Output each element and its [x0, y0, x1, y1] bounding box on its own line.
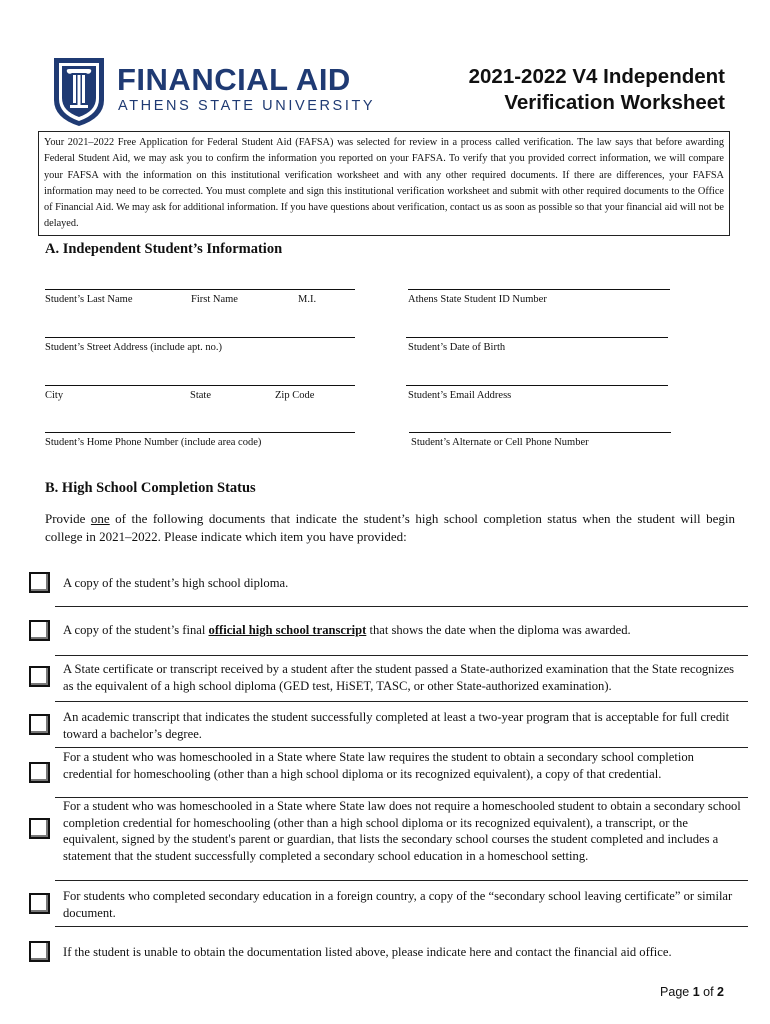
page-current: 1	[692, 985, 700, 999]
academic-transcript-checkbox[interactable]	[29, 714, 50, 735]
date-of-birth-field-line[interactable]	[406, 337, 668, 338]
option-divider	[55, 747, 748, 748]
option-transcript-text: A copy of the student’s final	[63, 623, 209, 637]
option-divider	[55, 880, 748, 881]
instructions-text: of the following documents that indicate the student’s high school completion status when the student will begin college in 2021–2022. Please indicate which item you have provided:	[45, 511, 735, 544]
option-divider	[55, 655, 748, 656]
option-unable-to-obtain: If the student is unable to obtain the documentation listed above, please indicate here and contact the financial aid office.	[63, 945, 672, 959]
section-b-instructions	[45, 510, 735, 546]
page-of: of	[699, 985, 718, 999]
email-label: Student’s Email Address	[408, 390, 512, 401]
date-of-birth-label: Student’s Date of Birth	[408, 342, 506, 353]
option-diploma: A copy of the student’s high school diploma.	[63, 576, 289, 590]
diploma-checkbox[interactable]	[29, 572, 50, 593]
middle-initial-label: M.I.	[298, 294, 317, 305]
option-transcript-text-end: that shows the date when the diploma was awarded.	[366, 623, 631, 637]
homeschool-transcript-checkbox[interactable]	[29, 818, 50, 839]
option-homeschool-credential: For a student who was homeschooled in a State where State law requires the student to obtain a secondary school completion credential for homeschooling (other than a high school diploma or its recognized equivalent), a copy of that credential.	[63, 750, 694, 781]
document-title-line-1: 2021-2022 V4 Independent	[468, 65, 725, 88]
page-word: Page	[660, 985, 693, 999]
document-title-line-2: Verification Worksheet	[504, 91, 725, 114]
student-id-field-line[interactable]	[408, 289, 670, 290]
instructions-emphasis: one	[90, 511, 110, 526]
home-phone-label: Student’s Home Phone Number (include area code)	[45, 437, 262, 448]
instructions-text: Provide	[45, 511, 91, 526]
state-certificate-checkbox[interactable]	[29, 666, 50, 687]
option-academic-transcript: An academic transcript that indicates the student successfully completed at least a two-year program that is acceptable for full credit toward a bachelor’s degree.	[63, 710, 730, 741]
foreign-certificate-checkbox[interactable]	[29, 893, 50, 914]
alternate-phone-field-line[interactable]	[409, 432, 671, 433]
alternate-phone-label: Student’s Alternate or Cell Phone Number	[411, 437, 589, 448]
section-a-title: A. Independent Student’s Information	[45, 241, 283, 257]
unable-to-obtain-checkbox[interactable]	[29, 941, 50, 962]
last-name-label: Student’s Last Name	[45, 294, 133, 305]
option-transcript	[63, 622, 743, 639]
page-number	[660, 985, 724, 999]
intro-notice: Your 2021–2022 Free Application for Federal Student Aid (FAFSA) was selected for review in a process called verification. The law says that before awarding Federal Student Aid, we may ask you to confirm the information you reported on your FAFSA. To verify that you provided correct information, we will compare your FAFSA with the information on this institutional verification worksheet and with any other required documents. If there are differences, your FAFSA information may need to be corrected. You must complete and sign this institutional verification worksheet and submit with other required documents to the Office of Financial Aid. We may ask for additional information. If you have questions about verification, contact us as soon as possible so that your financial aid will not be delayed.	[38, 131, 730, 236]
zip-code-label: Zip Code	[275, 390, 315, 401]
page-total: 2	[717, 985, 724, 999]
city-label: City	[45, 390, 64, 401]
name-field-line[interactable]	[45, 289, 355, 290]
street-address-field-line[interactable]	[45, 337, 355, 338]
logo-subtitle: ATHENS STATE UNIVERSITY	[118, 98, 376, 114]
option-transcript-emphasis: official high school transcript	[208, 623, 367, 637]
transcript-checkbox[interactable]	[29, 620, 50, 641]
homeschool-credential-checkbox[interactable]	[29, 762, 50, 783]
section-b-title: B. High School Completion Status	[45, 480, 256, 496]
email-field-line[interactable]	[406, 385, 668, 386]
option-state-certificate: A State certificate or transcript received by a student after the student passed a State-authorized examination that the State recognizes as the equivalent of a high school diploma (GED test, HiSET, TASC, or other State-authorized examination).	[63, 662, 735, 693]
option-divider	[55, 606, 748, 607]
student-id-label: Athens State Student ID Number	[408, 294, 547, 305]
street-address-label: Student’s Street Address (include apt. no.)	[45, 342, 223, 353]
option-foreign-certificate: For students who completed secondary education in a foreign country, a copy of the “secondary school leaving certificate” or similar document.	[63, 889, 733, 920]
document-title	[395, 64, 725, 116]
option-divider	[55, 701, 748, 702]
state-label: State	[190, 390, 211, 401]
option-homeschool-transcript: For a student who was homeschooled in a State where State law does not require a homeschooled student to obtain a secondary school completion credential for homeschooling (other than a high school diploma or its recognized equivalent), a transcript, or the equivalent, signed by the student's parent or guardian, that lists the secondary school courses the student completed and includes a statement that the student successfully completed a secondary school education in a homeschool setting.	[63, 799, 741, 863]
city-state-zip-field-line[interactable]	[45, 385, 355, 386]
home-phone-field-line[interactable]	[45, 432, 355, 433]
option-divider	[55, 926, 748, 927]
first-name-label: First Name	[191, 294, 238, 305]
university-shield-logo	[52, 56, 106, 128]
logo-title: FINANCIAL AID	[117, 62, 351, 97]
